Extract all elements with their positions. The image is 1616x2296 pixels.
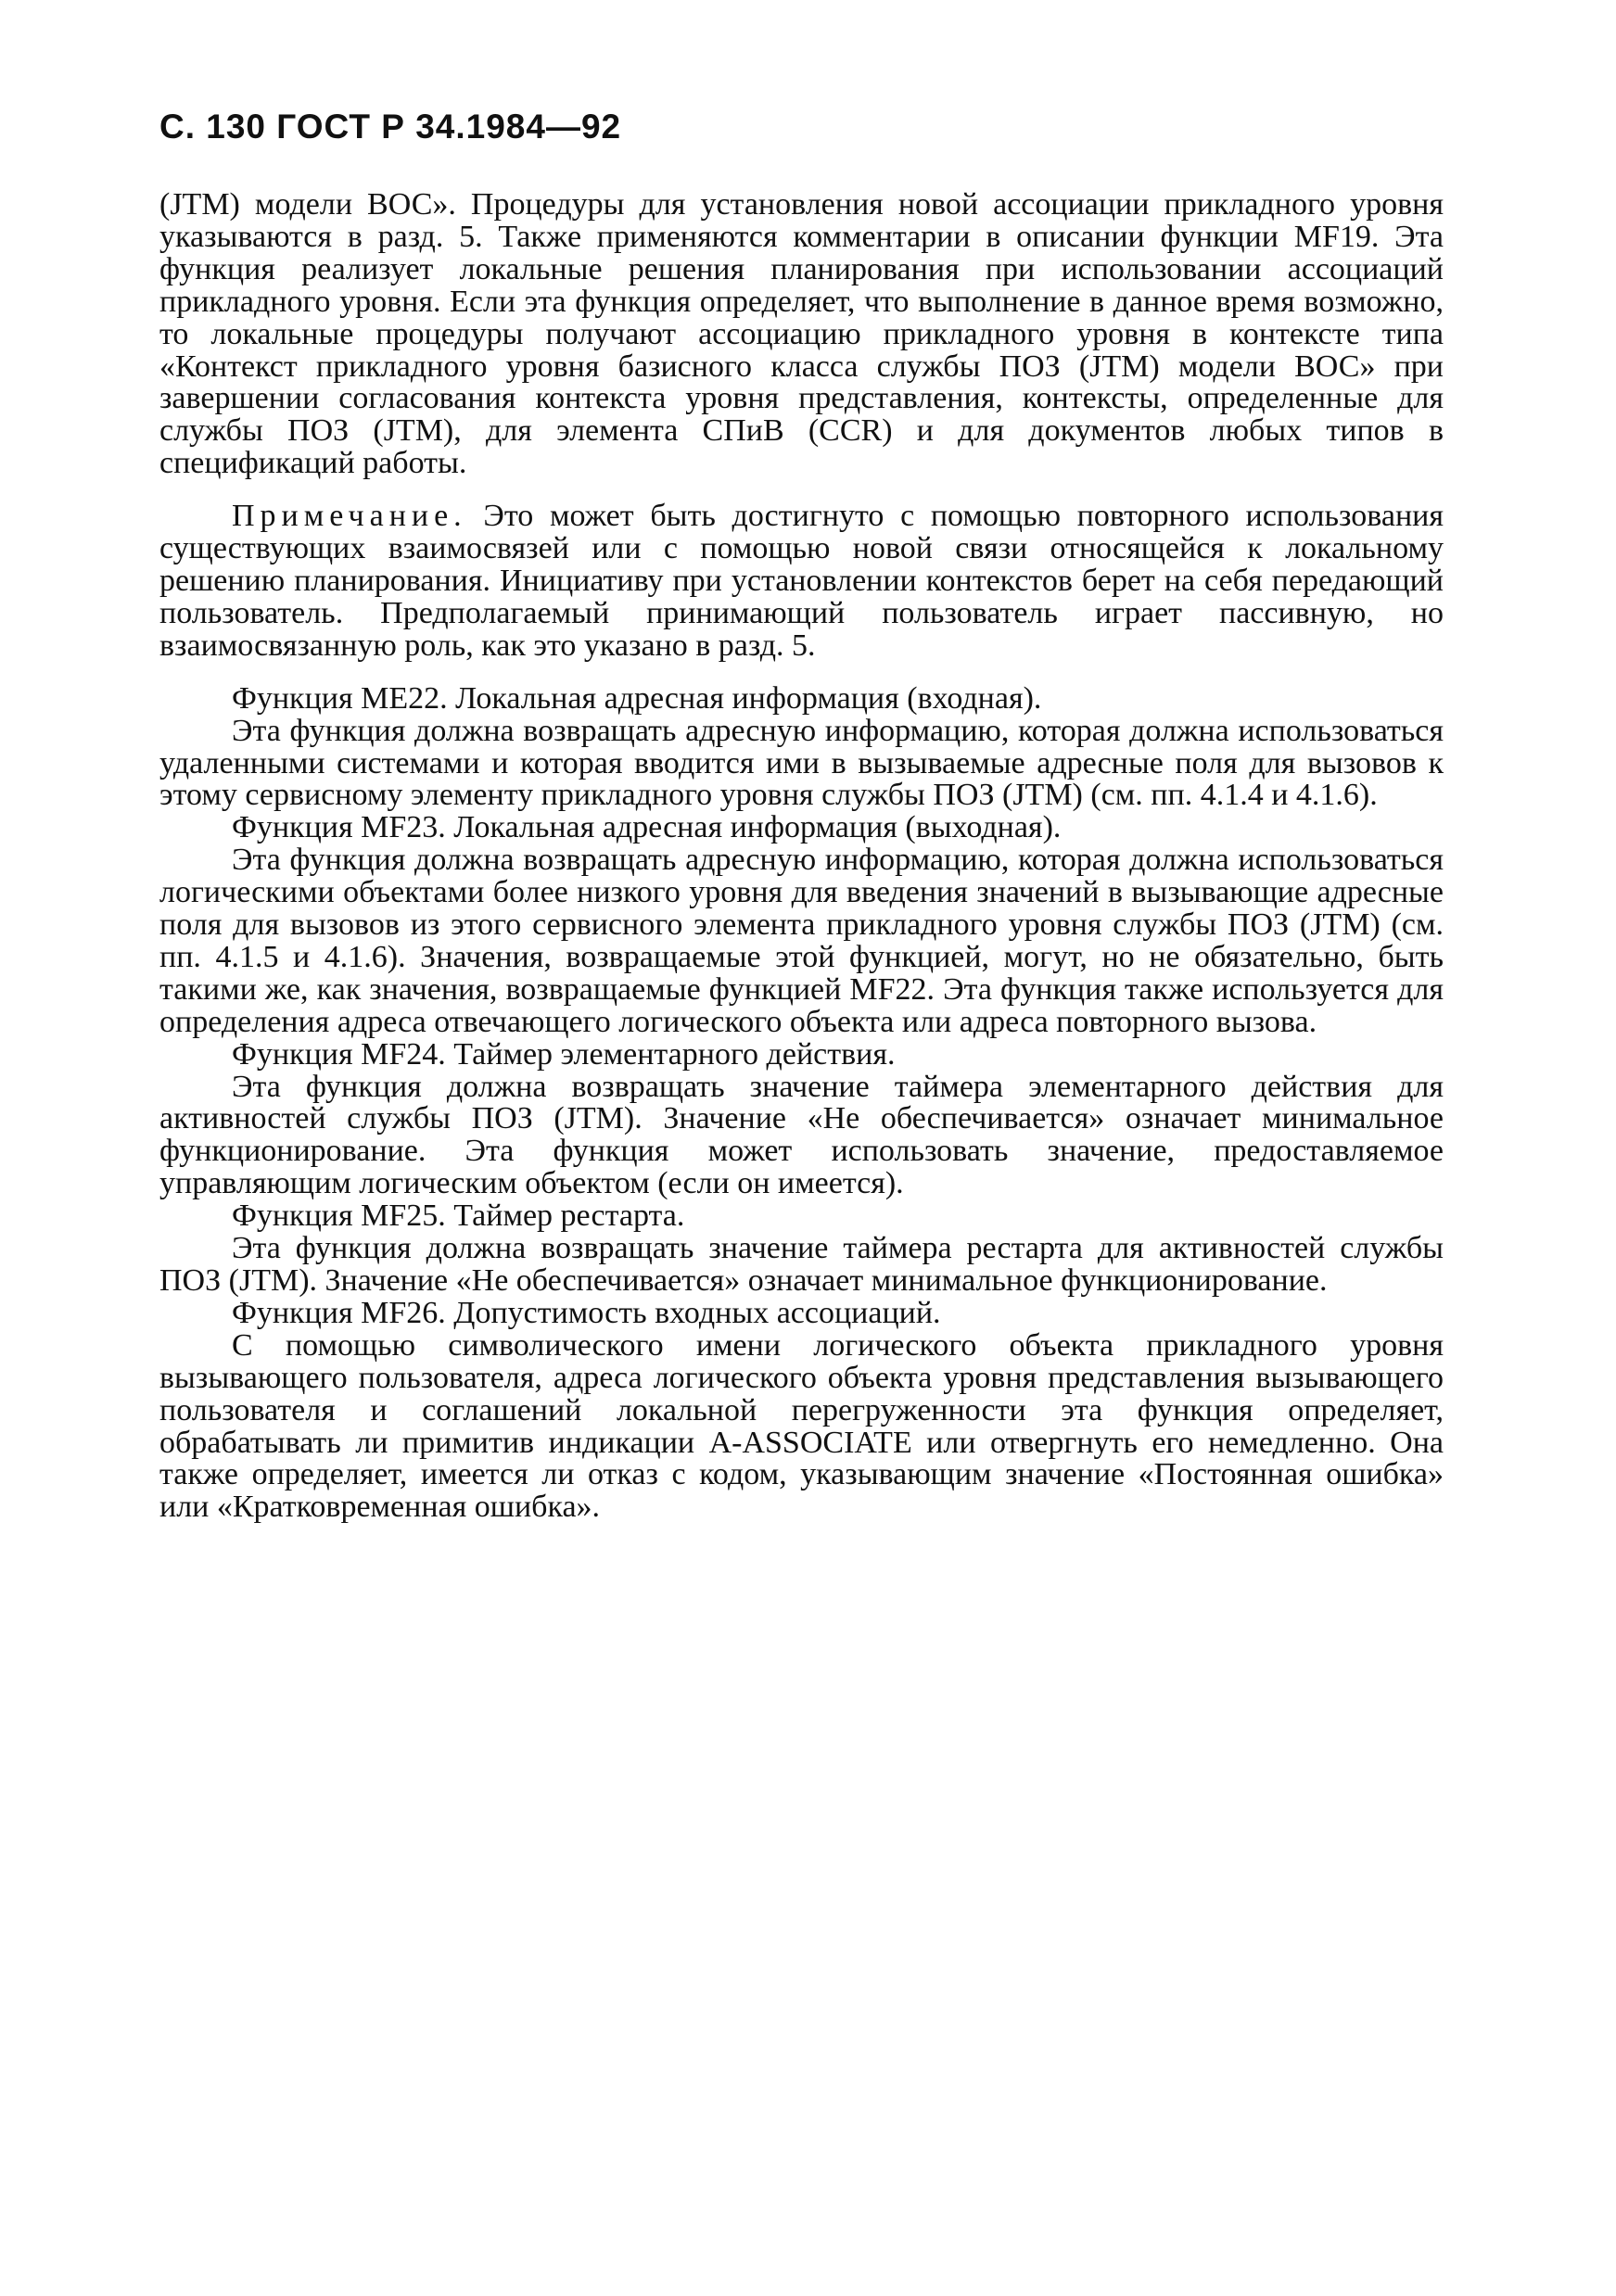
note-text: Это может быть достигнуто с помощью повторного использования существующих взаимосвязей или с помощью новой связи относящейся к локальному решению планирования. Инициативу при установлении контекстов берет на себя передающий пользователь. Предполагаемый принимающий пользователь играет пассивную, но взаимосвязанную роль, как это указано в разд. 5. [159,499,1444,663]
function-me22-title: Функция ME22. Локальная адресная информация (входная). [232,680,1042,716]
function-mf23-title: Функция MF23. Локальная адресная информация (выходная). [232,810,1062,845]
paragraph-jtm-context: (JTM) модели ВОС». Процедуры для установления новой ассоциации прикладного уровня указываются в разд. 5. Также применяются комментарии в описании функции MF19. Эта функция реализует локальные решения планирования при использовании ассоциаций прикладного уровня. Если эта функция определяет, что выполнение в данное время возможно, то локальные процедуры получают ассоциацию прикладного уровня в контексте типа «Контекст прикладного уровня базисного класса службы ПОЗ (JTM) модели ВОС» при завершении согласования контекста уровня представления, контексты, определенные для службы ПОЗ (JTM), для элемента СПиВ (CCR) и для документов любых типов в спецификаций работы. [159,187,1444,481]
function-me22-text: Эта функция должна возвращать адресную информацию, которая должна использоваться удаленными системами и которая вводится ими в вызываемые адресные поля для вызовов к этому сервисному элементу прикладного уровня службы ПОЗ (JTM) (см. пп. 4.1.4 и 4.1.6). [159,713,1444,813]
function-mf26-text: С помощью символического имени логического объекта прикладного уровня вызывающего пользователя, адреса логического объекта уровня представления вызывающего пользователя и соглашений локальной перегруженности эта функция определяет, обрабатывать ли примитив индикации A-ASSOCIATE или отвергнуть его немедленно. Она также определяет, имеется ли отказ с кодом, указывающим значение «Постоянная ошибка» или «Кратковременная ошибка». [159,1327,1444,1525]
function-mf26-title: Функция MF26. Допустимость входных ассоциаций. [232,1295,941,1330]
page-header: С. 130 ГОСТ Р 34.1984—92 [159,108,622,146]
document-body [159,189,1444,1524]
function-mf24-title: Функция MF24. Таймер элементарного действия. [232,1036,896,1072]
note-paragraph [159,501,1444,663]
function-mf23-text: Эта функция должна возвращать адресную информацию, которая должна использоваться логическими объектами более низкого уровня для введения значений в вызывающие адресные поля для вызовов из этого сервисного элемента прикладного уровня службы ПОЗ (JTM) (см. пп. 4.1.5 и 4.1.6). Значения, возвращаемые этой функцией, могут, но не обязательно, быть такими же, как значения, возвращаемые функцией MF22. Эта функция также используется для определения адреса отвечающего логического объекта или адреса повторного вызова. [159,843,1444,1039]
function-mf25-text: Эта функция должна возвращать значение таймера рестарта для активностей службы ПОЗ (JTM). Значение «Не обеспечивается» означает минимальное функционирование. [159,1231,1444,1298]
function-mf25-title: Функция MF25. Таймер рестарта. [232,1199,685,1234]
function-mf24-text: Эта функция должна возвращать значение таймера элементарного действия для активностей службы ПОЗ (JTM). Значение «Не обеспечивается» означает минимальное функционирование. Эта функция может использовать значение, предоставляемое управляющим логическим объектом (если он имеется). [159,1069,1444,1201]
note-label: Примечание. [232,499,467,534]
